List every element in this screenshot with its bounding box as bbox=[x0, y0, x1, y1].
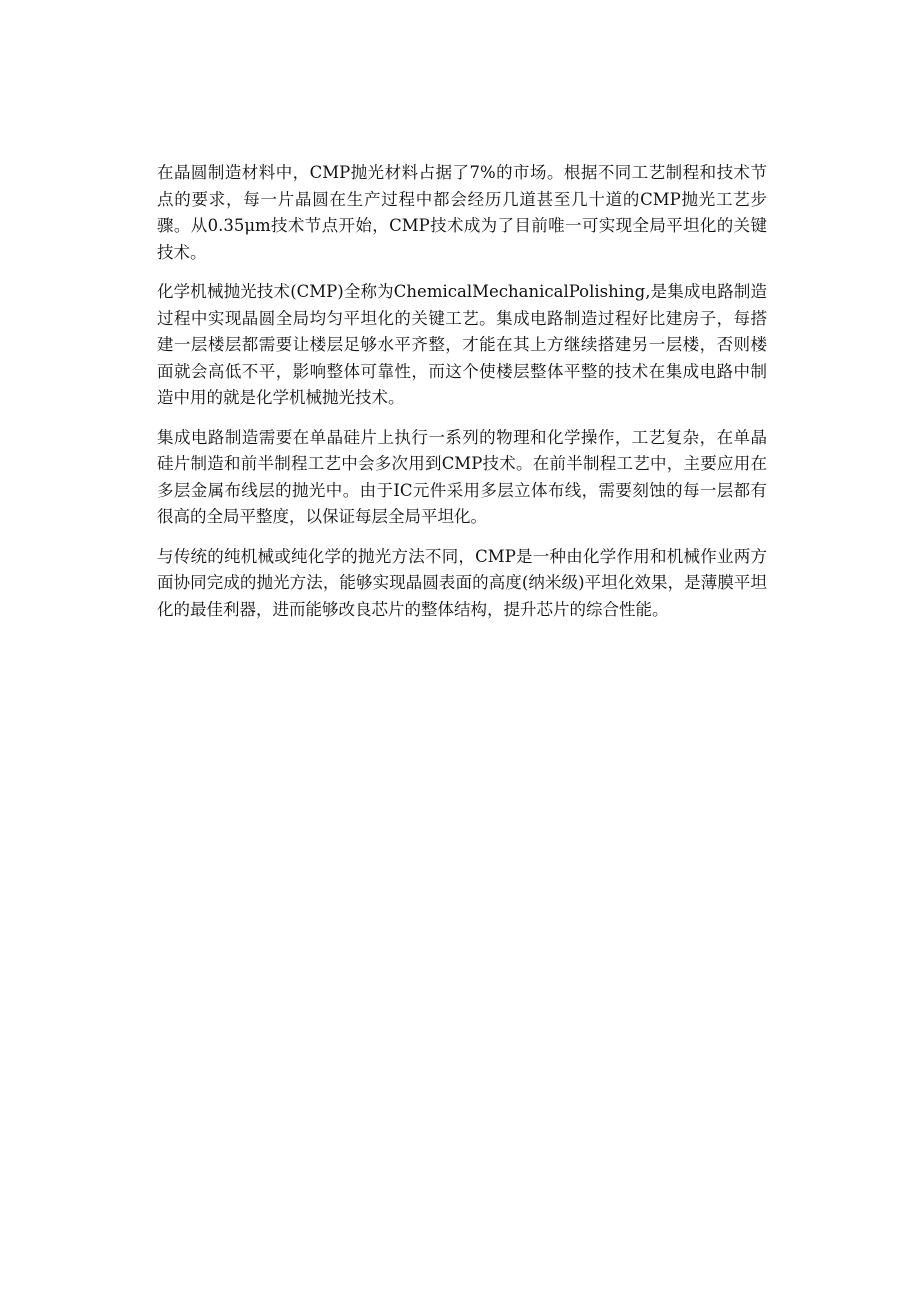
paragraph-ic-manufacturing: 集成电路制造需要在单晶硅片上执行一系列的物理和化学操作，工艺复杂，在单晶硅片制造和前半制程工艺中会多次用到CMP技术。在前半制程工艺中，主要应用在多层金属布线层的抛光中。由于IC元件采用多层立体布线，需要刻蚀的每一层都有很高的全局平整度，以保证每层全局平坦化。 bbox=[157, 427, 767, 526]
paragraph-cmp-advantages: 与传统的纯机械或纯化学的抛光方法不同，CMP是一种由化学作用和机械作业两方面协同完成的抛光方法，能够实现晶圆表面的高度(纳米级)平坦化效果，是薄膜平坦化的最佳利器，进而能够改良芯片的整体结构，提升芯片的综合性能。 bbox=[157, 546, 767, 619]
paragraph-cmp-definition: 化学机械抛光技术(CMP)全称为ChemicalMechanicalPolishing,是集成电路制造过程中实现晶圆全局均匀平坦化的关键工艺。集成电路制造过程好比建房子，每搭建一层楼层都需要让楼层足够水平齐整，才能在其上方继续搭建另一层楼，否则楼面就会高低不平，影响整体可靠性，而这个使楼层整体平整的技术在集成电路中制造中用的就是化学机械抛光技术。 bbox=[157, 282, 767, 407]
document-body bbox=[157, 160, 767, 636]
paragraph-cmp-market-share: 在晶圆制造材料中，CMP抛光材料占据了7%的市场。根据不同工艺制程和技术节点的要求，每一片晶圆在生产过程中都会经历几道甚至几十道的CMP抛光工艺步骤。从0.35μm技术节点开始，CMP技术成为了目前唯一可实现全局平坦化的关键技术。 bbox=[157, 163, 767, 262]
